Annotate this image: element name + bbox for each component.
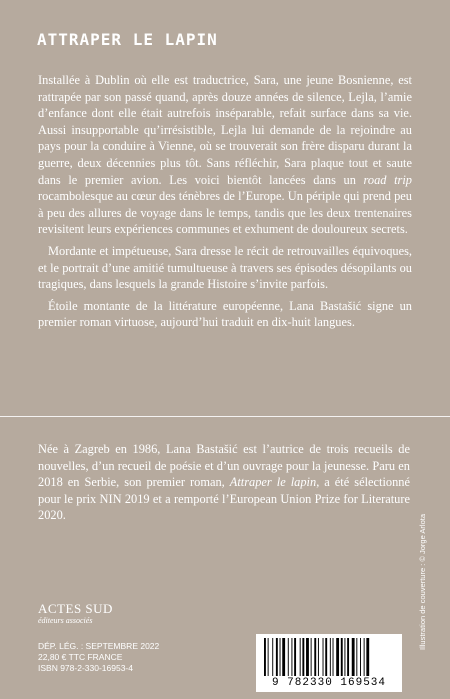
legal-info bbox=[38, 641, 159, 674]
summary-paragraph-1 bbox=[38, 72, 412, 238]
barcode-digits: 9 782330 169534 bbox=[271, 677, 387, 689]
summary-p1-italic: road trip bbox=[363, 172, 412, 187]
summary-p1-text: Installée à Dublin où elle est traductrice, Sara, une jeune Bosnienne, est rattrapée par son passé quand, après douze années de silence, Lejla, l’amie d’enfance dont elle était autrefois inséparable, refait surface dans sa vie. Aussi insupportable qu’irrésistible, Lejla lui demande de la rejoindre au pays pour la conduire à Vienne, où se trouverait son frère disparu durant la guerre, deux décennies plus tôt. Sans réfléchir, Sara plaque tout et saute dans le premier avion. Les voici bientôt lancées dans un bbox=[38, 73, 412, 187]
publisher-name: ACTES SUD bbox=[38, 601, 113, 616]
bio-text-end: , a été sélectionné pour le prix NIN 2019 et a remporté l’European Union Prize for Literature 2020. bbox=[38, 475, 410, 523]
bio-text: Née à Zagreb en 1986, Lana Bastašić est l’autrice de trois recueils de nouvelles, d’un recueil de poésie et d’un ouvrage pour la jeunesse. Paru en 2018 en Serbie, son premier roman, bbox=[38, 442, 410, 490]
summary-p1-text-end: rocambolesque au cœur des ténèbres de l’Europe. Un périple qui prend peu à peu des allures de voyage dans le temps, tandis que les deux trentenaires revisitent leurs expériences communes et exhument de douloureux secrets. bbox=[38, 189, 412, 237]
illustration-credit: Illustration de couverture : © Jorge Arlota bbox=[418, 513, 427, 650]
barcode-bars bbox=[262, 638, 396, 676]
price: 22,80 € TTC FRANCE bbox=[38, 652, 123, 662]
bio-book-title: Attraper le lapin bbox=[229, 475, 317, 490]
summary-paragraph-3: Étoile montante de la littérature européenne, Lana Bastašić signe un premier roman virtuose, aujourd’hui traduit en dix-huit langues. bbox=[38, 298, 412, 330]
barcode bbox=[256, 634, 402, 692]
summary-paragraph-2: Mordante et impétueuse, Sara dresse le récit de retrouvailles équivoques, et le portrait d’une amitié tumultueuse à travers ses épisodes désopilants ou tragiques, dans lesquels la grande Histoire s’invite parfois. bbox=[38, 243, 412, 292]
author-bio bbox=[38, 441, 410, 524]
publisher-logo bbox=[38, 601, 113, 625]
book-title: ATTRAPER LE LAPIN bbox=[37, 30, 218, 49]
summary-text bbox=[38, 72, 412, 336]
isbn: ISBN 978-2-330-16953-4 bbox=[38, 663, 133, 673]
section-divider bbox=[0, 416, 450, 417]
author-bio-paragraph bbox=[38, 441, 410, 524]
publisher-subtitle: éditeurs associés bbox=[38, 616, 93, 625]
legal-deposit: DÉP. LÉG. : SEPTEMBRE 2022 bbox=[38, 641, 160, 651]
